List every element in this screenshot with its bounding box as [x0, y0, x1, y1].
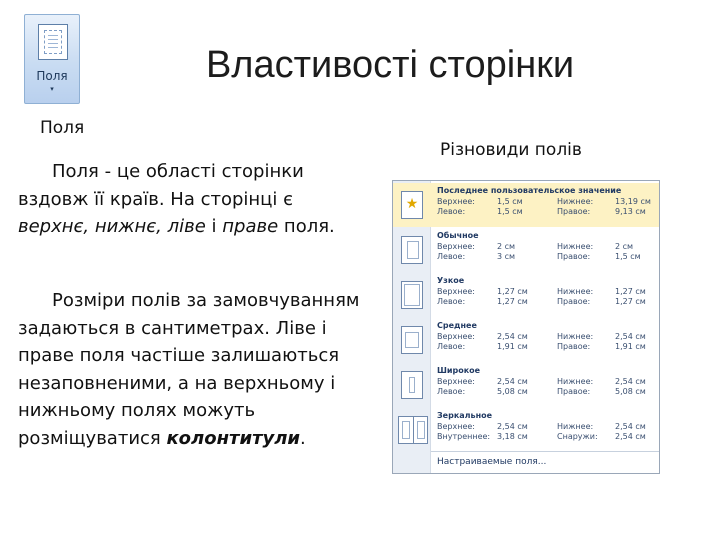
slide-title: Властивості сторінки [205, 44, 575, 86]
margin-option-wide[interactable]: Широкое Верхнее: 2,54 см Нижнее: 2,54 см Левое: 5,08 см Правое: 5,08 см [393, 363, 659, 407]
page-thumbnail-icon [401, 236, 423, 264]
dropdown-arrow-icon[interactable]: ▾ [50, 85, 54, 93]
custom-margins-link[interactable]: Настраиваемые поля... [437, 457, 547, 467]
page-thumbnail-icon [401, 326, 423, 354]
margin-option-last-custom[interactable]: ★ Последнее пользовательское значение Верхнее: 1,5 см Нижнее: 13,19 см Левое: 1,5 см Правое: 9,13 см [393, 183, 659, 227]
page-thumbnail-icon [401, 371, 423, 399]
term: Поля [52, 161, 99, 182]
right-heading: Різновиди полів [440, 140, 582, 160]
margin-option-narrow[interactable]: Узкое Верхнее: 1,27 см Нижнее: 1,27 см Левое: 1,27 см Правое: 1,27 см [393, 273, 659, 317]
star-icon: ★ [405, 196, 419, 212]
margin-option-mirrored[interactable]: Зеркальное Верхнее: 2,54 см Нижнее: 2,54 см Внутреннее: 3,18 см Снаружи: 2,54 см [393, 408, 659, 452]
margins-button-label: Поля [36, 69, 68, 83]
page-margins-icon [38, 24, 68, 60]
margins-gallery [392, 180, 660, 474]
definition-paragraph: Поля - це області сторінки вздовж її країв. На сторінці є верхнє, нижнє, ліве і праве поля. [18, 161, 335, 237]
mirrored-pages-icon [398, 416, 428, 444]
page-thumbnail-icon [401, 281, 423, 309]
defaults-paragraph: Розміри полів за замовчуванням задаються в сантиметрах. Ліве і праве поля частіше залишаються незаповненими, а на верхньому і нижньому полях можуть розміщуватися колонтитули. [18, 290, 360, 449]
margins-ribbon-button[interactable] [24, 14, 80, 104]
page-thumbnail-icon [401, 191, 423, 219]
margin-option-normal[interactable]: Обычное Верхнее: 2 см Нижнее: 2 см Левое: 3 см Правое: 1,5 см [393, 228, 659, 272]
divider [431, 451, 659, 452]
left-heading: Поля [40, 118, 85, 138]
margin-option-moderate[interactable]: Среднее Верхнее: 2,54 см Нижнее: 2,54 см Левое: 1,91 см Правое: 1,91 см [393, 318, 659, 362]
